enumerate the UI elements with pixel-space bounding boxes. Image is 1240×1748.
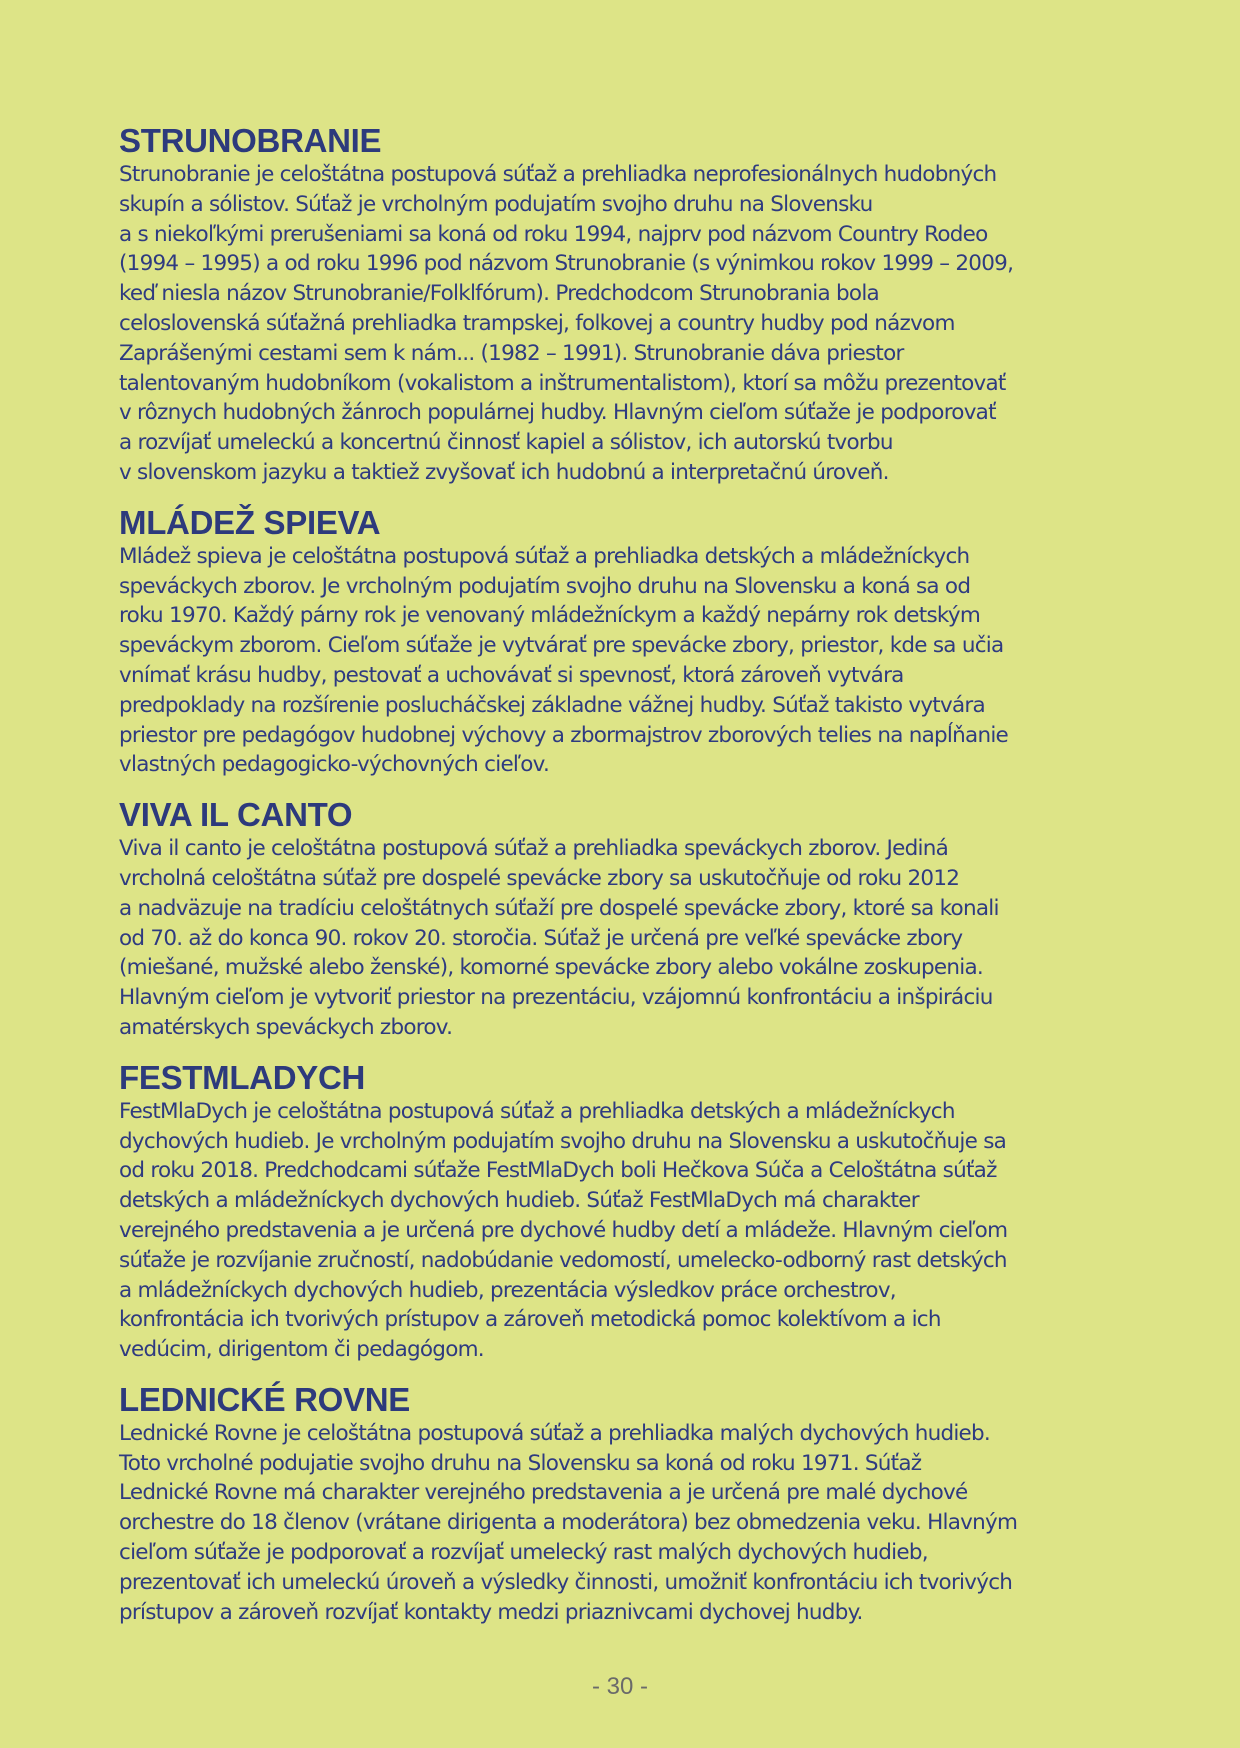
section-text: Strunobranie je celoštátna postupová súťaž a prehliadka neprofesionálnych hudobných skupín a sólistov. Súťaž je vrcholným podujatím svojho druhu na Slovensku a s niekoľkými prerušeniami sa koná od roku 1994, najprv pod názvom Country Rodeo (1994 – 1995) a od roku 1996 pod názvom Strunobranie (s výnimkou rokov 1999 – 2009, keď niesla názov Strunobranie/Folklfórum). Predchodcom Strunobrania bola celoslovenská súťažná prehliadka trampskej, folkovej a country hudby pod názvom Zaprášenými cestami sem k nám... (1982 – 1991). Strunobranie dáva priestor talentovaným hudobníkom (vokalistom a inštrumentalistom), ktorí sa môžu prezentovať v rôznych hudobných žánroch populárnej hudby. Hlavným cieľom súťaže je podporovať a rozvíjať umeleckú a koncertnú činnosť kapiel a sólistov, ich autorskú tvorbu v slovenskom jazyku a taktiež zvyšovať ich hudobnú a interpretačnú úroveň. (119, 162, 1014, 485)
page-number: - 30 - (591, 1673, 648, 1700)
section-strunobranie (119, 120, 1129, 488)
section-text: Lednické Rovne je celoštátna postupová súťaž a prehliadka malých dychových hudieb. Toto vrcholné podujatie svojho druhu na Slovensku sa koná od roku 1971. Súťaž Lednické Rovne má charakter verejného predstavenia a je určená pre malé dychové orchestre do 18 členov (vrátane dirigenta a moderátora) bez obmedzenia veku. Hlavným cieľom súťaže je podporovať a rozvíjať umelecký rast malých dychových hudieb, prezentovať ich umeleckú úroveň a výsledky činnosti, umožniť konfrontáciu ich tvorivých prístupov a zároveň rozvíjať kontakty medzi priaznivcami dychovej hudby. (119, 1420, 1018, 1625)
section-text: Viva il canto je celoštátna postupová súťaž a prehliadka speváckych zborov. Jediná vrcholná celoštátna súťaž pre dospelé spevácke zbory sa uskutočňuje od roku 2012 a nadväzuje na tradíciu celoštátnych súťaží pre dospelé spevácke zbory, ktoré sa konali od 70. až do konca 90. rokov 20. storočia. Súťaž je určená pre veľké spevácke zbory (miešané, mužské alebo ženské), komorné spevácke zbory alebo vokálne zoskupenia. Hlavným cieľom je vytvoriť priestor na prezentáciu, vzájomnú konfrontáciu a inšpiráciu amatérskych speváckych zborov. (119, 836, 999, 1040)
section-viva-il-canto (119, 794, 1129, 1043)
section-text: FestMlaDych je celoštátna postupová súťaž a prehliadka detských a mládežníckych dychových hudieb. Je vrcholným podujatím svojho druhu na Slovensku a uskutočňuje sa od roku 2018. Predchodcami súťaže FestMlaDych boli Hečkova Súča a Celoštátna súťaž detských a mládežníckych dychových hudieb. Súťaž FestMlaDych má charakter verejného predstavenia a je určená pre dychové hudby detí a mládeže. Hlavným cieľom súťaže je rozvíjanie zručností, nadobúdanie vedomostí, umelecko-odborný rast detských a mládežníckych dychových hudieb, prezentácia výsledkov práce orchestrov, konfrontácia ich tvorivých prístupov a zároveň metodická pomoc kolektívom a ich vedúcim, dirigentom či pedagógom. (119, 1098, 1008, 1363)
section-festmladych (119, 1057, 1129, 1365)
document-page (119, 120, 1129, 1627)
section-title: VIVA IL CANTO (119, 796, 353, 834)
section-title: STRUNOBRANIE (119, 122, 382, 159)
section-title: FESTMLADYCH (119, 1058, 366, 1096)
section-title: MLÁDEŽ SPIEVA (119, 503, 381, 541)
section-mladez-spieva (119, 502, 1129, 780)
section-text: Mládež spieva je celoštátna postupová súťaž a prehliadka detských a mládežníckych speváckych zborov. Je vrcholným podujatím svojho druhu na Slovensku a koná sa od roku 1970. Každý párny rok je venovaný mládežníckym a každý nepárny rok detským speváckym zborom. Cieľom súťaže je vytvárať pre spevácke zbory, priestor, kde sa učia vnímať krásu hudby, pestovať a uchovávať si spevnosť, ktorá zároveň vytvára predpoklady na rozšírenie poslucháčskej základne vážnej hudby. Súťaž takisto vytvára priestor pre pedagógov hudobnej výchovy a zbormajstrov zborových telies na napĺňanie vlastných pedagogicko-výchovných cieľov. (119, 543, 1009, 778)
section-lednicke-rovne (119, 1379, 1129, 1628)
section-title: LEDNICKÉ ROVNE (119, 1380, 410, 1418)
